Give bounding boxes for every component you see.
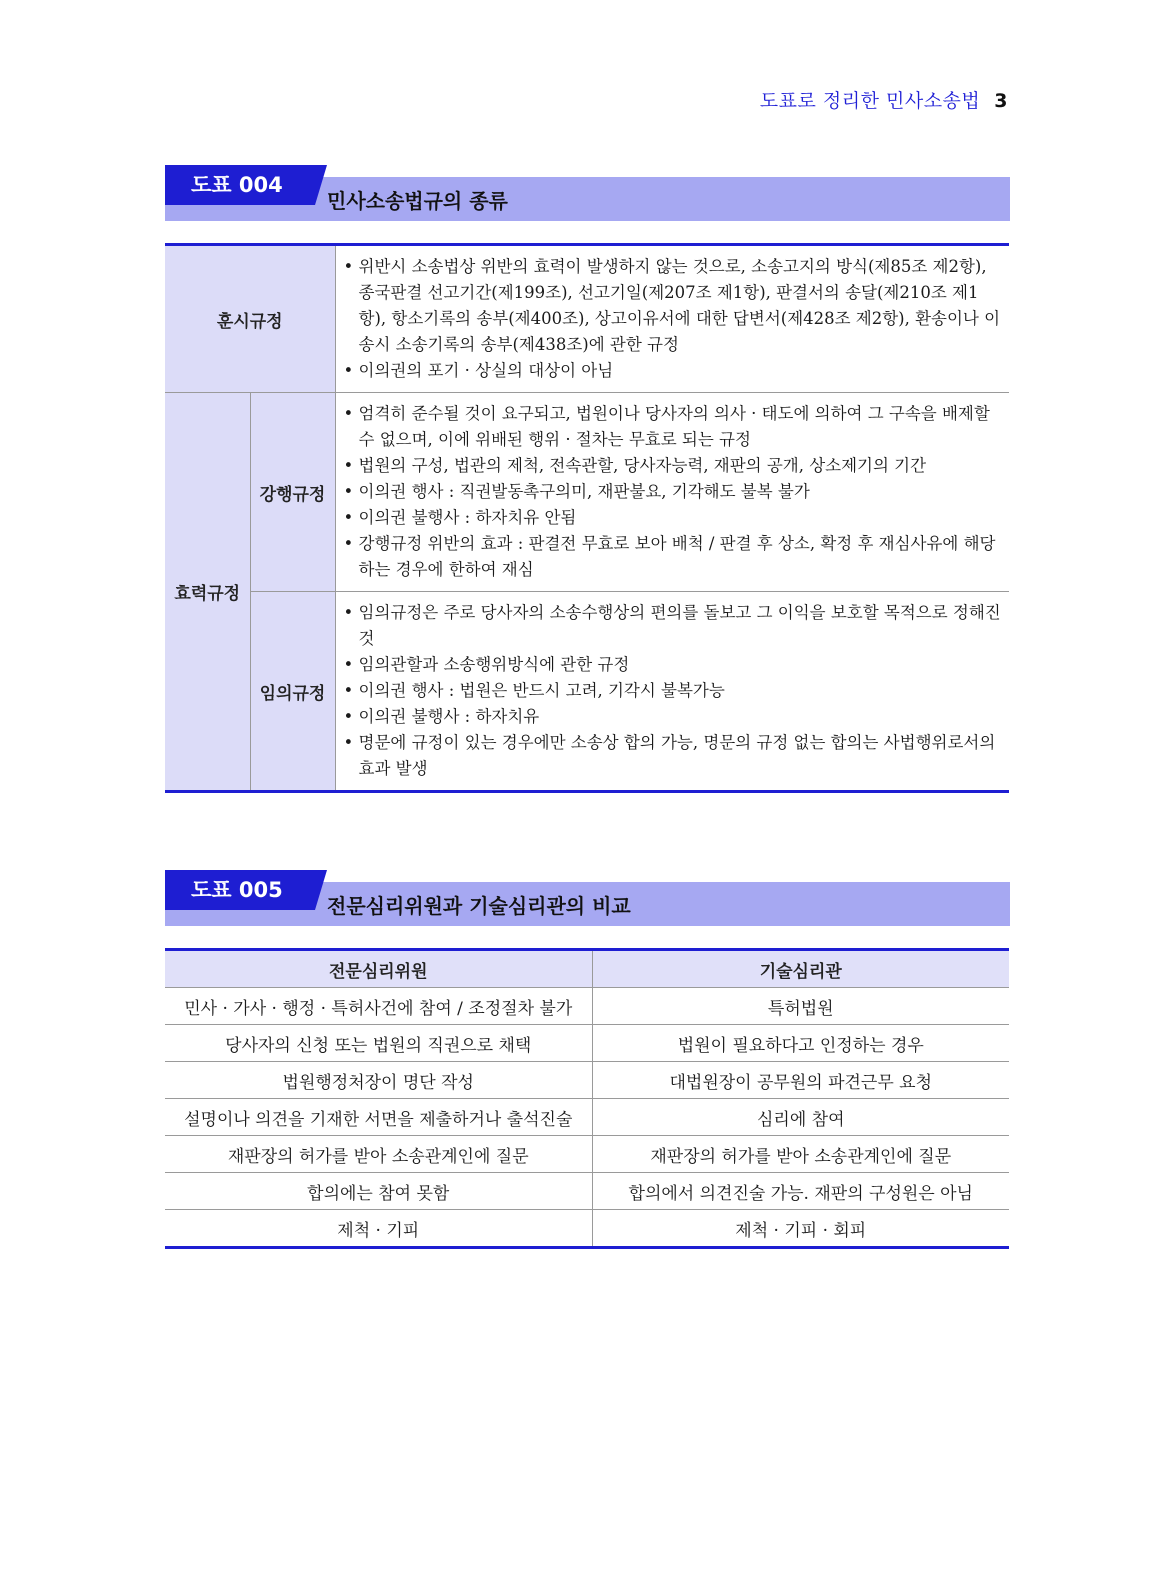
row-label-ganghaeng: 강행규정	[250, 393, 335, 592]
list-item: • 이의권 불행사 : 하자치유 안됨	[342, 505, 1001, 531]
section-title: 전문심리위원과 기술심리관의 비교	[327, 894, 631, 918]
list-item: • 이의권 행사 : 직권발동촉구의미, 재판불요, 기각해도 불복 불가	[342, 479, 1001, 505]
page-number: 3	[994, 90, 1008, 112]
list-item: • 이의권 행사 : 법원은 반드시 고려, 기각시 불복가능	[342, 678, 1001, 704]
section-005-header	[165, 870, 1010, 928]
table-cell: 제척 · 기피 · 회피	[592, 1210, 1009, 1248]
table-cell: 합의에서 의견진술 가능. 재판의 구성원은 아님	[592, 1173, 1009, 1210]
list-item: • 엄격히 준수될 것이 요구되고, 법원이나 당사자의 의사 · 태도에 의하여 그 구속을 배제할 수 없으며, 이에 위배된 행위 · 절차는 무효로 되는 규정	[342, 401, 1001, 453]
table-cell: 법원행정처장이 명단 작성	[165, 1062, 592, 1099]
table-header-row	[165, 950, 1009, 988]
column-header: 기술심리관	[592, 950, 1009, 988]
table-row	[165, 592, 1009, 792]
list-item: • 법원의 구성, 법관의 제척, 전속관할, 당사자능력, 재판의 공개, 상소제기의 기간	[342, 453, 1001, 479]
section-tag-slant	[315, 165, 327, 205]
table-row	[165, 245, 1009, 393]
table-cell: 재판장의 허가를 받아 소송관계인에 질문	[592, 1136, 1009, 1173]
section-tag: 도표 005	[165, 870, 315, 910]
list-item: • 강행규정 위반의 효과 : 판결전 무효로 보아 배척 / 판결 후 상소, 확정 후 재심사유에 해당하는 경우에 한하여 재심	[342, 531, 1001, 583]
row-label-hunsi: 훈시규정	[165, 245, 335, 393]
table-cell: 법원이 필요하다고 인정하는 경우	[592, 1025, 1009, 1062]
table-row	[165, 1210, 1009, 1248]
table-cell: 심리에 참여	[592, 1099, 1009, 1136]
section-004-header	[165, 165, 1010, 223]
list-item: • 임의규정은 주로 당사자의 소송수행상의 편의를 돌보고 그 이익을 보호할 목적으로 정해진 것	[342, 600, 1001, 652]
list-item: • 이의권 불행사 : 하자치유	[342, 704, 1001, 730]
section-tag-slant	[315, 870, 327, 910]
section-tag: 도표 004	[165, 165, 315, 205]
table-row	[165, 988, 1009, 1025]
table-cell: 대법원장이 공무원의 파견근무 요청	[592, 1062, 1009, 1099]
page-header	[760, 86, 1008, 113]
list-item: • 명문에 규정이 있는 경우에만 소송상 합의 가능, 명문의 규정 없는 합의는 사법행위로서의 효과 발생	[342, 730, 1001, 782]
table-row	[165, 1099, 1009, 1136]
table-004	[165, 243, 1009, 793]
table-cell: 민사 · 가사 · 행정 · 특허사건에 참여 / 조정절차 불가	[165, 988, 592, 1025]
table-row	[165, 1062, 1009, 1099]
table-row	[165, 393, 1009, 592]
list-item: • 위반시 소송법상 위반의 효력이 발생하지 않는 것으로, 소송고지의 방식(제85조 제2항), 종국판결 선고기간(제199조), 선고기일(제207조 제1항), 판결서의 송달(제210조 제1항), 항소기록의 송부(제400조), 상고이유서에 대한 답변서(제428조 제2항), 환송이나 이송시 소송기록의 송부(제438조)에 관한 규정	[342, 254, 1001, 358]
table-cell: 특허법원	[592, 988, 1009, 1025]
column-header: 전문심리위원	[165, 950, 592, 988]
section-title: 민사소송법규의 종류	[327, 189, 508, 213]
table-cell: 재판장의 허가를 받아 소송관계인에 질문	[165, 1136, 592, 1173]
list-item: • 이의권의 포기 · 상실의 대상이 아님	[342, 358, 1001, 384]
ganghaeng-content	[335, 393, 1009, 592]
table-cell: 합의에는 참여 못함	[165, 1173, 592, 1210]
table-cell: 설명이나 의견을 기재한 서면을 제출하거나 출석진술	[165, 1099, 592, 1136]
table-cell: 당사자의 신청 또는 법원의 직권으로 채택	[165, 1025, 592, 1062]
imui-content	[335, 592, 1009, 792]
row-label-imui: 임의규정	[250, 592, 335, 792]
table-row	[165, 1173, 1009, 1210]
table-cell: 제척 · 기피	[165, 1210, 592, 1248]
table-005	[165, 948, 1009, 1249]
book-title: 도표로 정리한 민사소송법	[759, 90, 981, 112]
hunsi-content	[335, 245, 1009, 393]
table-row	[165, 1025, 1009, 1062]
table-row	[165, 1136, 1009, 1173]
list-item: • 임의관할과 소송행위방식에 관한 규정	[342, 652, 1001, 678]
row-label-hyoryeok: 효력규정	[165, 393, 250, 792]
